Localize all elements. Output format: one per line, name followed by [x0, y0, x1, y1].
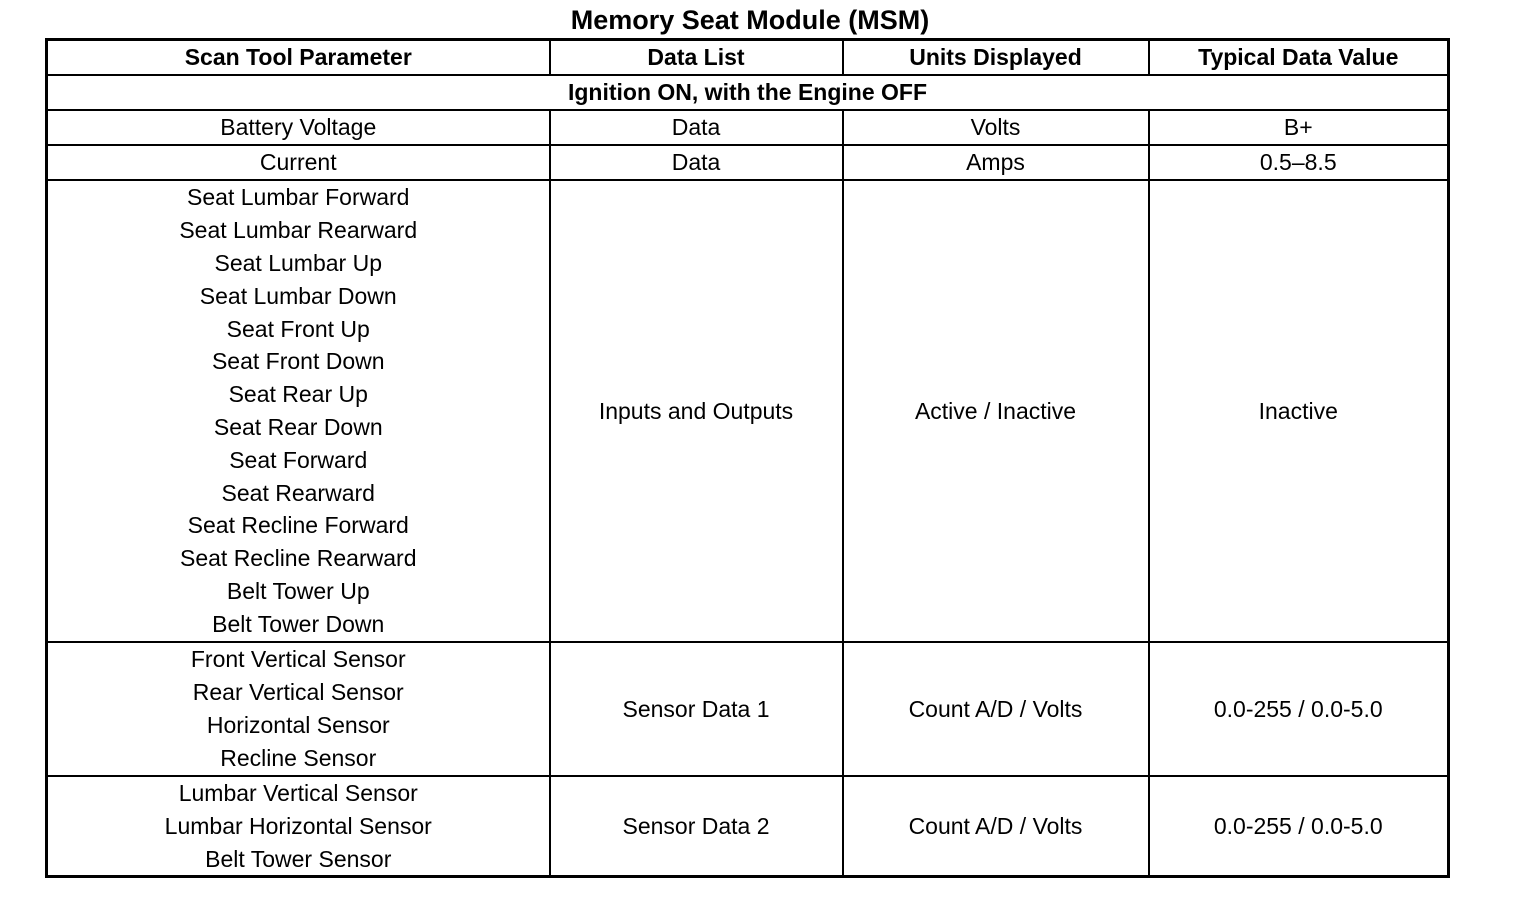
units-cell: Active / Inactive	[843, 180, 1149, 642]
typical-value-cell: B+	[1149, 110, 1449, 145]
units-cell: Count A/D / Volts	[843, 776, 1149, 877]
parameter-item: Seat Lumbar Rearward	[179, 217, 418, 244]
typical-value-cell: 0.0-255 / 0.0-5.0	[1149, 776, 1449, 877]
parameter-item: Seat Lumbar Down	[199, 282, 397, 309]
parameter-item: Front Vertical Sensor	[190, 646, 406, 673]
parameter-list	[48, 777, 549, 875]
parameter-list-cell	[47, 776, 550, 877]
parameter-list-cell	[47, 180, 550, 642]
table-row-sensor-data-2	[47, 776, 1449, 877]
parameter-item: Belt Tower Up	[226, 577, 370, 604]
page-title: Memory Seat Module (MSM)	[570, 5, 930, 35]
header-scan-tool-parameter: Scan Tool Parameter	[47, 40, 550, 76]
parameter-item: Seat Lumbar Forward	[187, 184, 410, 211]
parameter-list	[48, 643, 549, 774]
parameter-item: Lumbar Vertical Sensor	[178, 780, 418, 806]
data-list-cell: Data	[550, 110, 843, 145]
table-row-sensor-data-1	[47, 642, 1449, 776]
units-cell: Volts	[843, 110, 1149, 145]
parameter-item: Rear Vertical Sensor	[192, 679, 404, 706]
table-row	[47, 110, 1449, 145]
section-label: Ignition ON, with the Engine OFF	[47, 75, 1449, 110]
parameter-list	[48, 181, 549, 640]
parameter-item: Seat Front Down	[211, 348, 385, 375]
parameter-item: Seat Front Up	[226, 315, 370, 342]
parameter-item: Seat Recline Forward	[187, 512, 409, 539]
parameter-item: Seat Recline Rearward	[179, 545, 417, 572]
parameter-list-cell	[47, 642, 550, 776]
units-cell: Count A/D / Volts	[843, 642, 1149, 776]
typical-value-cell: Inactive	[1149, 180, 1449, 642]
parameter-cell: Current	[47, 145, 550, 180]
parameter-item: Seat Forward	[229, 446, 368, 473]
header-data-list: Data List	[550, 40, 843, 76]
parameter-item: Seat Rear Down	[213, 414, 383, 440]
units-cell: Amps	[843, 145, 1149, 180]
parameter-item: Lumbar Horizontal Sensor	[164, 812, 432, 839]
parameter-item: Seat Lumbar Up	[214, 250, 382, 277]
header-units-displayed: Units Displayed	[843, 40, 1149, 76]
parameter-item: Horizontal Sensor	[206, 712, 390, 738]
table-row-inputs-outputs	[47, 180, 1449, 642]
parameter-item: Recline Sensor	[220, 744, 377, 771]
parameter-item: Seat Rear Up	[228, 381, 368, 408]
msm-data-table	[45, 38, 1450, 878]
data-list-cell: Data	[550, 145, 843, 180]
header-row	[47, 40, 1449, 76]
data-list-cell: Inputs and Outputs	[550, 180, 843, 642]
parameter-item: Seat Rearward	[221, 479, 375, 506]
parameter-item: Belt Tower Down	[212, 610, 385, 637]
section-row	[47, 75, 1449, 110]
table-row	[47, 145, 1449, 180]
typical-value-cell: 0.0-255 / 0.0-5.0	[1149, 642, 1449, 776]
header-typical-data-value: Typical Data Value	[1149, 40, 1449, 76]
typical-value-cell: 0.5–8.5	[1149, 145, 1449, 180]
parameter-cell: Battery Voltage	[47, 110, 550, 145]
data-list-cell: Sensor Data 2	[550, 776, 843, 877]
parameter-item: Belt Tower Sensor	[205, 845, 392, 872]
data-list-cell: Sensor Data 1	[550, 642, 843, 776]
